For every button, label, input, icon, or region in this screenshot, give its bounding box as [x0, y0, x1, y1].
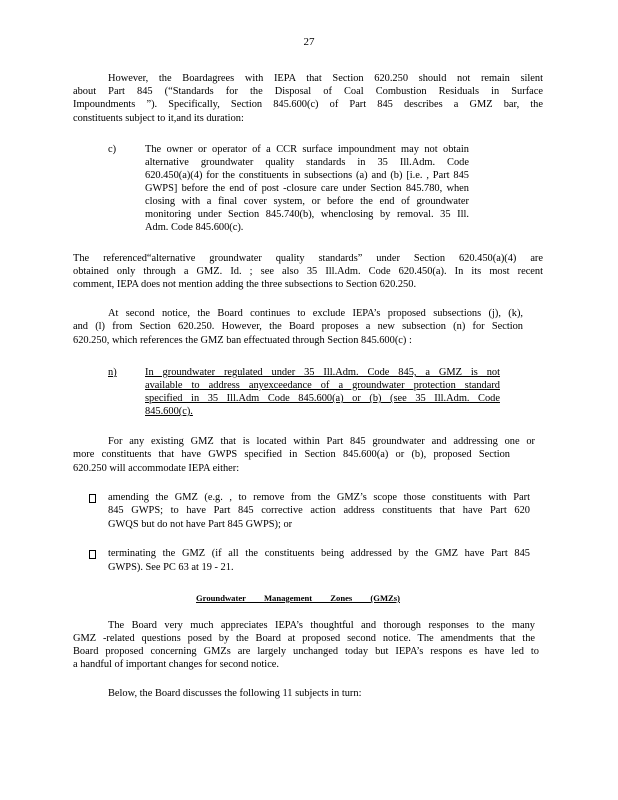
text-line: Board proposed concerning GMZs are largely unchanged today but IEPA’s respons es have led to — [73, 646, 539, 657]
bullet-line: GWQS but do not have Part 845 GWPS); or — [108, 519, 293, 530]
bullet-line: amending the GMZ (e.g. , to remove from the GMZ’s scope those constituents with Part — [108, 492, 530, 503]
quote-line: The owner or operator of a CCR surface impoundment may not obtain — [145, 144, 469, 155]
text-line: more constituents that have GWPS specified in Section 845.600(a) or (b), proposed Section — [73, 449, 510, 460]
text-line: obtained only through a GMZ. Id. ; see also 35 Ill.Adm. Code 620.450(a). In its most recent — [73, 266, 543, 277]
text-line: about Part 845 (“Standards for the Disposal of Coal Combustion Residuals in Surface — [73, 86, 543, 97]
text-line: Impoundments ”). Specifically, Section 845.600(c) of Part 845 describes a GMZ bar, the — [73, 99, 543, 110]
text-line: Below, the Board discusses the following 11 subjects in turn: — [108, 688, 362, 699]
amendment-line: In groundwater regulated under 35 Ill.Adm. Code 845, a GMZ is not — [145, 367, 500, 378]
bullet-icon — [89, 494, 96, 503]
amendment-line: available to address anyexceedance of a groundwater protection standard — [145, 380, 500, 391]
page-number: 27 — [303, 36, 315, 48]
quote-marker: c) — [108, 144, 117, 155]
text-line: The referenced“alternative groundwater quality standards” under Section 620.450(a)(4) are — [73, 253, 543, 264]
bullet-line: terminating the GMZ (if all the constituents being addressed by the GMZ have Part 845 — [108, 548, 530, 559]
quote-line: closing with a final cover system, or before the end of groundwater — [145, 196, 469, 207]
text-line: GMZ -related questions posed by the Board at proposed second notice. The amendments that the — [73, 633, 535, 644]
text-line: 620.250 will accommodate IEPA either: — [73, 463, 240, 474]
text-line: constituents subject to it,and its duration: — [73, 113, 244, 124]
text-line: However, the Boardagrees with IEPA that Section 620.250 should not remain silent — [108, 73, 543, 84]
text-line: For any existing GMZ that is located within Part 845 groundwater and addressing one or — [108, 436, 535, 447]
quote-line: GWPS] before the end of post -closure care under Section 845.780, when — [145, 183, 469, 194]
text-line: At second notice, the Board continues to exclude IEPA’s proposed subsections (j), (k), — [108, 308, 523, 319]
amendment-line: specified in 35 Ill.Adm Code 845.600(a) or (b) (see 35 Ill.Adm. Code — [145, 393, 500, 404]
quote-line: alternative groundwater quality standards in 35 Ill.Adm. Code — [145, 157, 469, 168]
bullet-line: GWPS). See PC 63 at 19 - 21. — [108, 562, 234, 573]
text-line: a handful of important changes for second notice. — [73, 659, 280, 670]
amendment-line: 845.600(c). — [145, 406, 193, 417]
quote-line: monitoring under Section 845.740(b), whenclosing by removal. 35 Ill. — [145, 209, 469, 220]
section-heading: Groundwater Management Zones (GMZs) — [196, 593, 400, 603]
text-line: and (l) from Section 620.250. However, the Board proposes a new subsection (n) for Section — [73, 321, 523, 332]
amendment-marker: n) — [108, 367, 117, 378]
bullet-line: 845 GWPS; to have Part 845 corrective action address constituents that have Part 620 — [108, 505, 530, 516]
quote-line: 620.450(a)(4) for the constituents in subsections (a) and (b) [i.e. , Part 845 — [145, 170, 469, 181]
quote-line: Adm. Code 845.600(c). — [145, 222, 244, 233]
text-line: 620.250, which references the GMZ ban effectuated through Section 845.600(c) : — [73, 335, 412, 346]
text-line: comment, IEPA does not mention adding the three subsections to Section 620.250. — [73, 279, 417, 290]
bullet-icon — [89, 550, 96, 559]
text-line: The Board very much appreciates IEPA’s thoughtful and thorough responses to the many — [108, 620, 535, 631]
